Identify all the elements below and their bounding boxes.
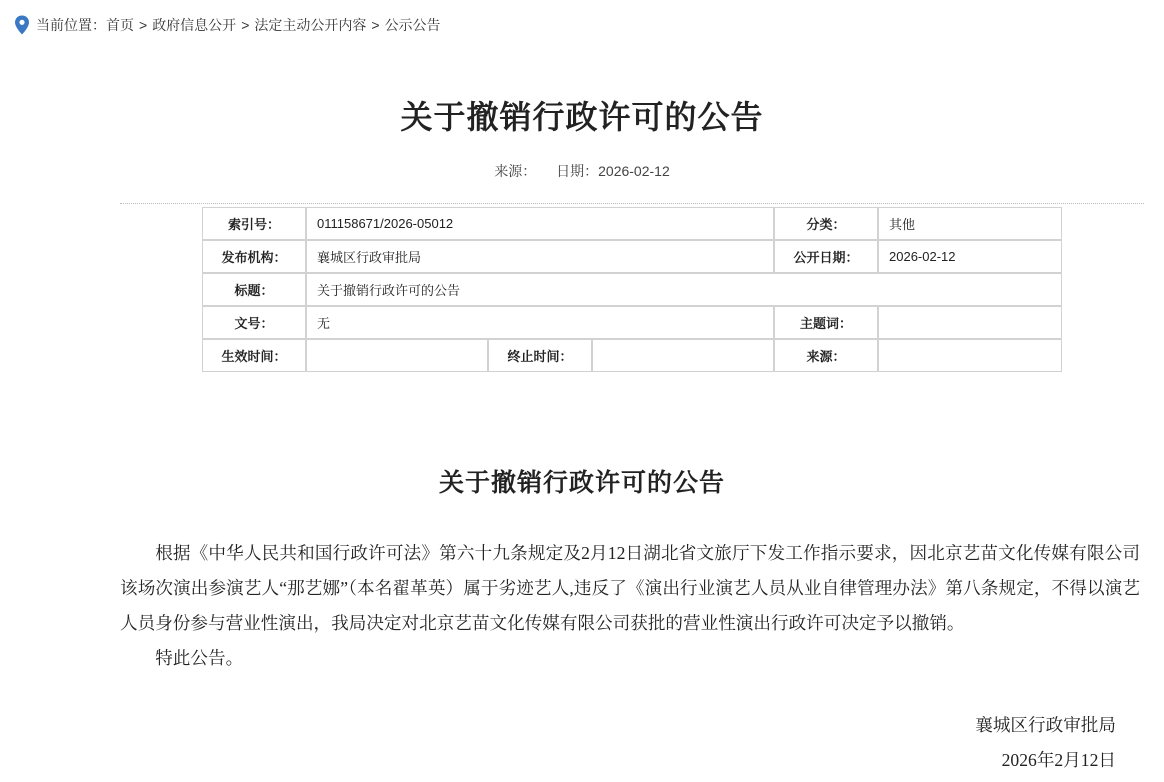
- document-info-table: [202, 207, 1062, 372]
- breadcrumb-separator: >: [241, 17, 250, 33]
- breadcrumb-gov-info[interactable]: 政府信息公开: [152, 17, 237, 33]
- keywords-label: 主题词：: [774, 306, 878, 339]
- table-row: [202, 306, 1062, 339]
- keywords-value: [878, 306, 1062, 339]
- table-row: [202, 273, 1062, 306]
- index-no-label: 索引号：: [202, 207, 306, 240]
- expiry-value: [592, 339, 774, 372]
- breadcrumb-notices[interactable]: 公示公告: [384, 17, 441, 33]
- breadcrumb-home[interactable]: 首页: [106, 17, 134, 33]
- article-paragraph: 根据《中华人民共和国行政许可法》第六十九条规定及2月12日湖北省文旅厅下发工作指示要求，因北京艺苗文化传媒有限公司该场次演出参演艺人“那艺娜”（本名翟革英）属于劣迹艺人,违反了《演出行业演艺人员从业自律管理办法》第八条规定，不得以演艺人员身份参与营业性演出，我局决定对北京艺苗文化传媒有限公司获批的营业性演出行政许可决定予以撤销。: [120, 543, 1140, 633]
- location-pin-icon: [14, 15, 30, 35]
- effective-value: [306, 339, 488, 372]
- title-value: 关于撤销行政许可的公告: [306, 273, 1062, 306]
- document-meta: [0, 161, 1164, 181]
- publish-date-value: 2026-02-12: [878, 240, 1062, 273]
- title-label: 标题：: [202, 273, 306, 306]
- index-no-value: 011158671/2026-05012: [306, 207, 774, 240]
- category-value: 其他: [878, 207, 1062, 240]
- source-value: [878, 339, 1062, 372]
- article-title: 关于撤销行政许可的公告: [438, 470, 725, 497]
- category-label: 分类：: [774, 207, 878, 240]
- publish-date-label: 公开日期：: [774, 240, 878, 273]
- table-row: [202, 339, 1062, 372]
- breadcrumb-statutory[interactable]: 法定主动公开内容: [254, 17, 367, 33]
- meta-date: [556, 163, 670, 179]
- page-title: 关于撤销行政许可的公告: [400, 99, 764, 135]
- doc-no-value: 无: [306, 306, 774, 339]
- breadcrumb: [14, 14, 441, 36]
- table-row: [202, 207, 1062, 240]
- publisher-value: 襄城区行政审批局: [306, 240, 774, 273]
- divider: [120, 203, 1144, 204]
- meta-source-label: 来源：: [494, 163, 537, 179]
- breadcrumb-separator: >: [371, 17, 380, 33]
- meta-date-label: 日期：: [556, 163, 599, 179]
- breadcrumb-separator: >: [139, 17, 148, 33]
- effective-label: 生效时间：: [202, 339, 306, 372]
- doc-no-label: 文号：: [202, 306, 306, 339]
- signature: [975, 708, 1116, 778]
- article-body: [120, 536, 1140, 676]
- signature-org: 襄城区行政审批局: [975, 715, 1116, 735]
- table-row: [202, 240, 1062, 273]
- publisher-label: 发布机构：: [202, 240, 306, 273]
- article-paragraph: 特此公告。: [155, 648, 244, 668]
- expiry-label: 终止时间：: [488, 339, 592, 372]
- signature-date: 2026年2月12日: [1001, 750, 1116, 770]
- meta-date-value: 2026-02-12: [598, 163, 670, 179]
- source-label: 来源：: [774, 339, 878, 372]
- breadcrumb-prefix: 当前位置：: [36, 17, 106, 33]
